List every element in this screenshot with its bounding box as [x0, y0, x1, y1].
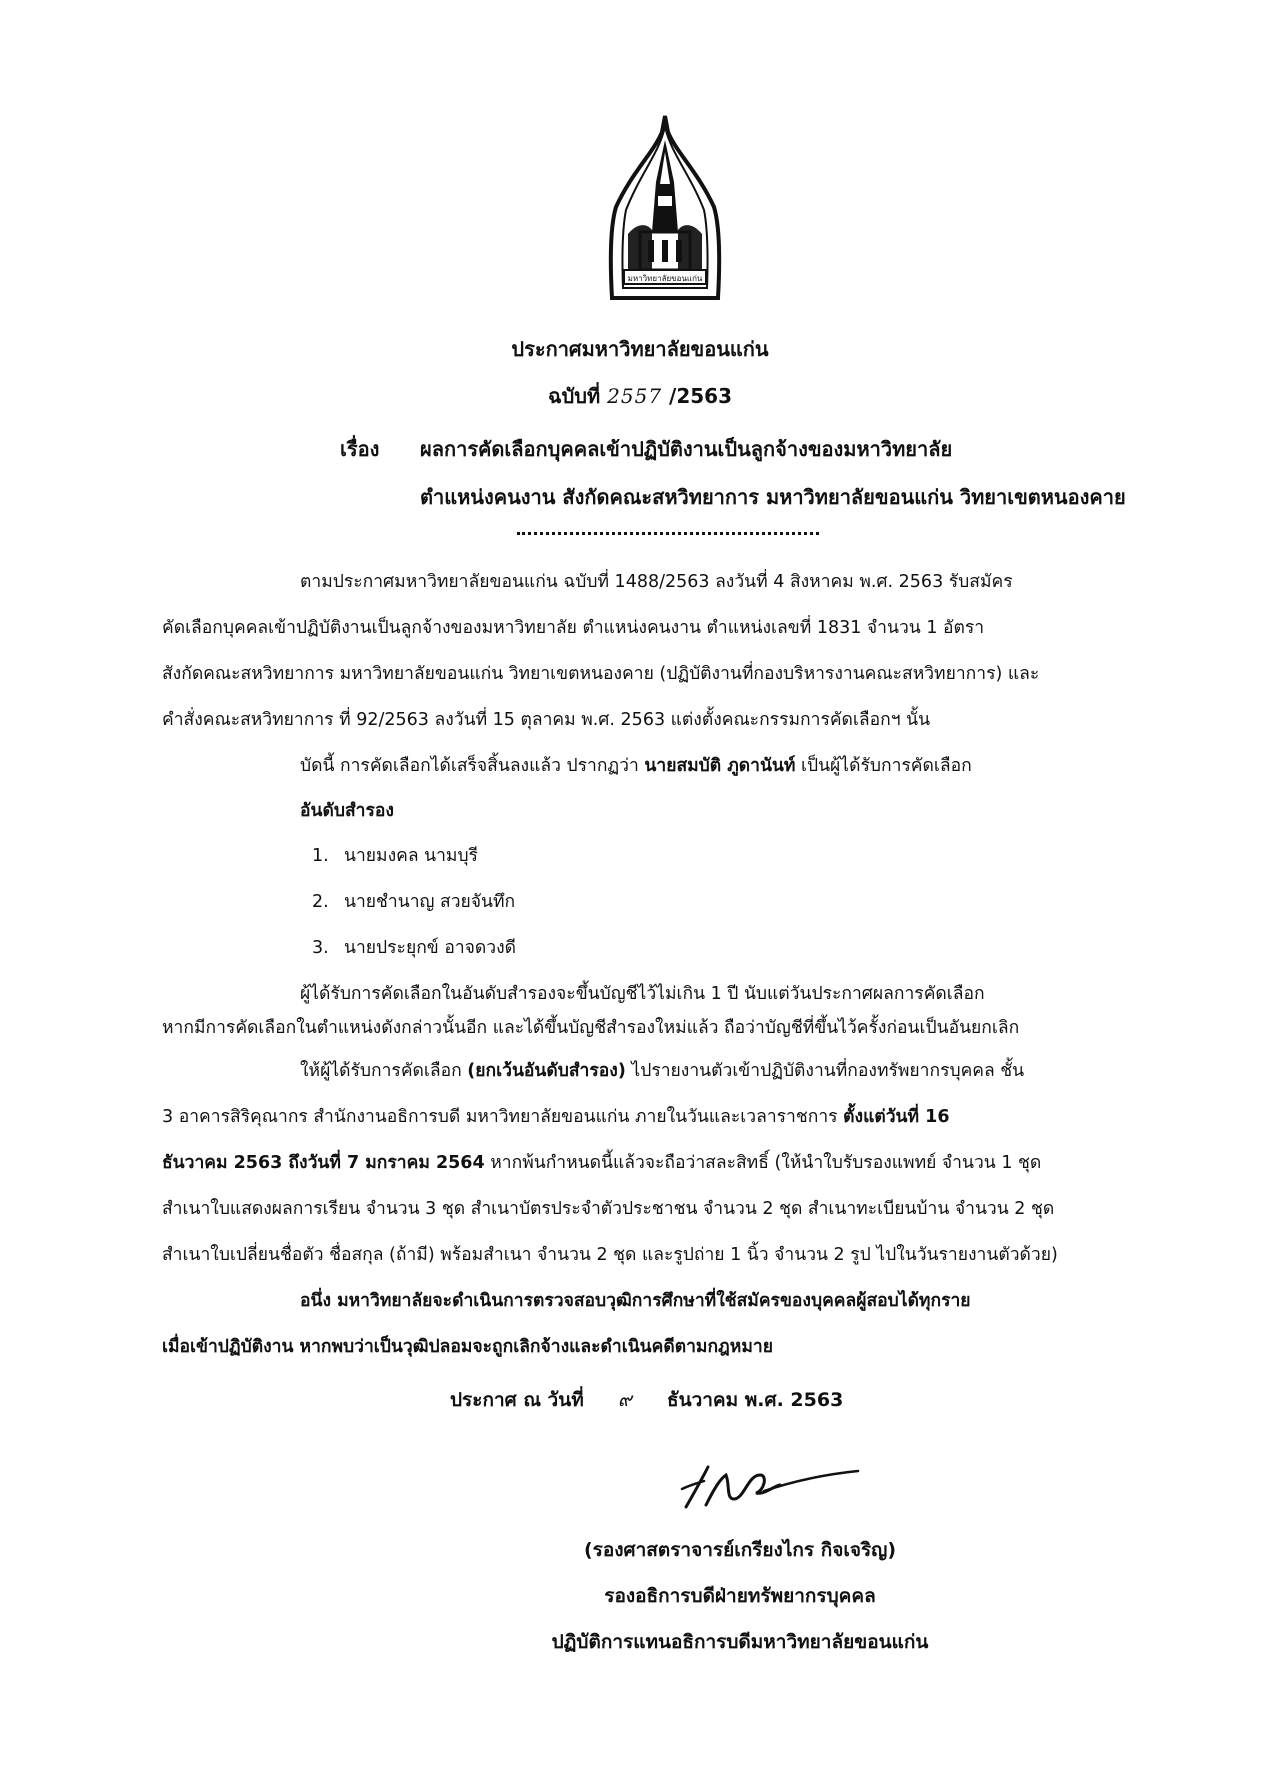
- list-item-number: 2.: [312, 892, 329, 912]
- paragraph-4-line-3: [162, 1148, 1041, 1176]
- signatory-position-1: รองอธิการบดีฝ่ายทรัพยากรบุคคล: [604, 1585, 876, 1607]
- dateline-pre: ประกาศ ณ วันที่: [450, 1389, 584, 1411]
- paragraph-3-line-1: ผู้ได้รับการคัดเลือกในอันดับสำรองจะขึ้นบัญชีไว้ไม่เกิน 1 ปี นับแต่วันประกาศผลการคัดเลือก: [300, 984, 985, 1004]
- number-prefix: ฉบับที่: [547, 384, 601, 408]
- handwritten-number: 2557: [607, 384, 663, 408]
- dotted-divider: [517, 532, 819, 535]
- list-item: [312, 933, 516, 961]
- paragraph-4-line-1: [300, 1056, 1024, 1084]
- paragraph-2-pre: บัดนี้ การคัดเลือกได้เสร็จสิ้นลงแล้ว ปรากฏว่า: [300, 756, 639, 776]
- university-seal-logo: [606, 112, 724, 302]
- paragraph-4-l3-post: หากพ้นกำหนดนี้แล้วจะถือว่าสละสิทธิ์ (ให้นำใบรับรองแพทย์ จำนวน 1 ชุด: [490, 1153, 1042, 1173]
- announcement-number: [0, 380, 1280, 412]
- list-item-name: นายประยุกข์ อาจดวงดี: [344, 938, 517, 958]
- list-item: [312, 887, 515, 915]
- selected-candidate-name: นายสมบัติ ภูดานันท์: [644, 756, 796, 776]
- subject-label: เรื่อง: [340, 437, 380, 461]
- paragraph-4-line-5: สำเนาใบเปลี่ยนชื่อตัว ชื่อสกุล (ถ้ามี) พร้อมสำเนา จำนวน 2 ชุด และรูปถ่าย 1 นิ้ว จำนวน 2 รูป ไปในวันรายงานตัวด้วย): [162, 1245, 1058, 1265]
- subject-line-1: ผลการคัดเลือกบุคคลเข้าปฏิบัติงานเป็นลูกจ้างของมหาวิทยาลัย: [420, 437, 953, 461]
- paragraph-4-l1-bold: (ยกเว้นอันดับสำรอง): [467, 1061, 626, 1081]
- reserve-heading: อันดับสำรอง: [300, 801, 394, 821]
- signatory-position-2: ปฏิบัติการแทนอธิการบดีมหาวิทยาลัยขอนแก่น: [551, 1631, 929, 1653]
- dateline-post: ธันวาคม พ.ศ. 2563: [667, 1389, 844, 1411]
- paragraph-4-l2-pre: 3 อาคารสิริคุณากร สำนักงานอธิการบดี มหาวิทยาลัยขอนแก่น ภายในวันและเวลาราชการ: [162, 1107, 838, 1127]
- paragraph-4-l1-pre: ให้ผู้ได้รับการคัดเลือก: [300, 1061, 462, 1081]
- paragraph-4-line-4: สำเนาใบแสดงผลการเรียน จำนวน 3 ชุด สำเนาบัตรประจำตัวประชาชน จำนวน 2 ชุด สำเนาทะเบียนบ้าน จำนวน 2 ชุด: [162, 1199, 1055, 1219]
- paragraph-2: [300, 751, 972, 779]
- logo-text: มหาวิทยาลัยขอนแก่น: [627, 274, 703, 283]
- paragraph-1-line-3: สังกัดคณะสหวิทยาการ มหาวิทยาลัยขอนแก่น วิทยาเขตหนองคาย (ปฏิบัติงานที่กองบริหารงานคณะสหวิทยาการ) และ: [162, 664, 1040, 684]
- signatory-name: (รองศาสตราจารย์เกรียงไกร กิจเจริญ): [583, 1539, 897, 1561]
- paragraph-1-line-1: ตามประกาศมหาวิทยาลัยขอนแก่น ฉบับที่ 1488/2563 ลงวันที่ 4 สิงหาคม พ.ศ. 2563 รับสมัคร: [300, 572, 1013, 592]
- paragraph-3-line-2: หากมีการคัดเลือกในตำแหน่งดังกล่าวนั้นอีก และได้ขึ้นบัญชีสำรองใหม่แล้ว ถือว่าบัญชีที่ขึ้นไว้ครั้งก่อนเป็นอันยกเลิก: [162, 1018, 1020, 1038]
- paragraph-4-l1-post: ไปรายงานตัวเข้าปฏิบัติงานที่กองทรัพยากรบุคคล ชั้น: [631, 1061, 1025, 1081]
- paragraph-4-l2-bold: ตั้งแต่วันที่ 16: [843, 1107, 950, 1127]
- announcement-title: ประกาศมหาวิทยาลัยขอนแก่น: [511, 337, 769, 361]
- paragraph-1-line-4: คำสั่งคณะสหวิทยาการ ที่ 92/2563 ลงวันที่ 15 ตุลาคม พ.ศ. 2563 แต่งตั้งคณะกรรมการคัดเลือกฯ นั้น: [162, 710, 931, 730]
- subject-line-2: ตำแหน่งคนงาน สังกัดคณะสหวิทยาการ มหาวิทยาลัยขอนแก่น วิทยาเขตหนองคาย: [420, 485, 1126, 509]
- handwritten-signature: [668, 1445, 868, 1525]
- paragraph-5-line-2: เมื่อเข้าปฏิบัติงาน หากพบว่าเป็นวุฒิปลอมจะถูกเลิกจ้างและดำเนินคดีตามกฎหมาย: [162, 1337, 773, 1357]
- list-item-number: 1.: [312, 846, 329, 866]
- list-item: [312, 841, 478, 869]
- list-item-name: นายมงคล นามบุรี: [344, 846, 478, 866]
- handwritten-day: ๙: [617, 1389, 633, 1411]
- paragraph-2-post: เป็นผู้ได้รับการคัดเลือก: [801, 756, 972, 776]
- list-item-name: นายชำนาญ สวยจันทึก: [344, 892, 516, 912]
- paragraph-4-l3-bold: ธันวาคม 2563 ถึงวันที่ 7 มกราคม 2564: [162, 1153, 485, 1173]
- dateline: [450, 1385, 843, 1415]
- number-suffix: /2563: [669, 384, 732, 408]
- list-item-number: 3.: [312, 938, 329, 958]
- paragraph-1-line-2: คัดเลือกบุคคลเข้าปฏิบัติงานเป็นลูกจ้างของมหาวิทยาลัย ตำแหน่งคนงาน ตำแหน่งเลขที่ 1831 จำนวน 1 อัตรา: [162, 618, 985, 638]
- paragraph-4-line-2: [162, 1102, 950, 1130]
- paragraph-5-line-1: อนึ่ง มหาวิทยาลัยจะดำเนินการตรวจสอบวุฒิการศึกษาที่ใช้สมัครของบุคคลผู้สอบได้ทุกราย: [300, 1291, 971, 1311]
